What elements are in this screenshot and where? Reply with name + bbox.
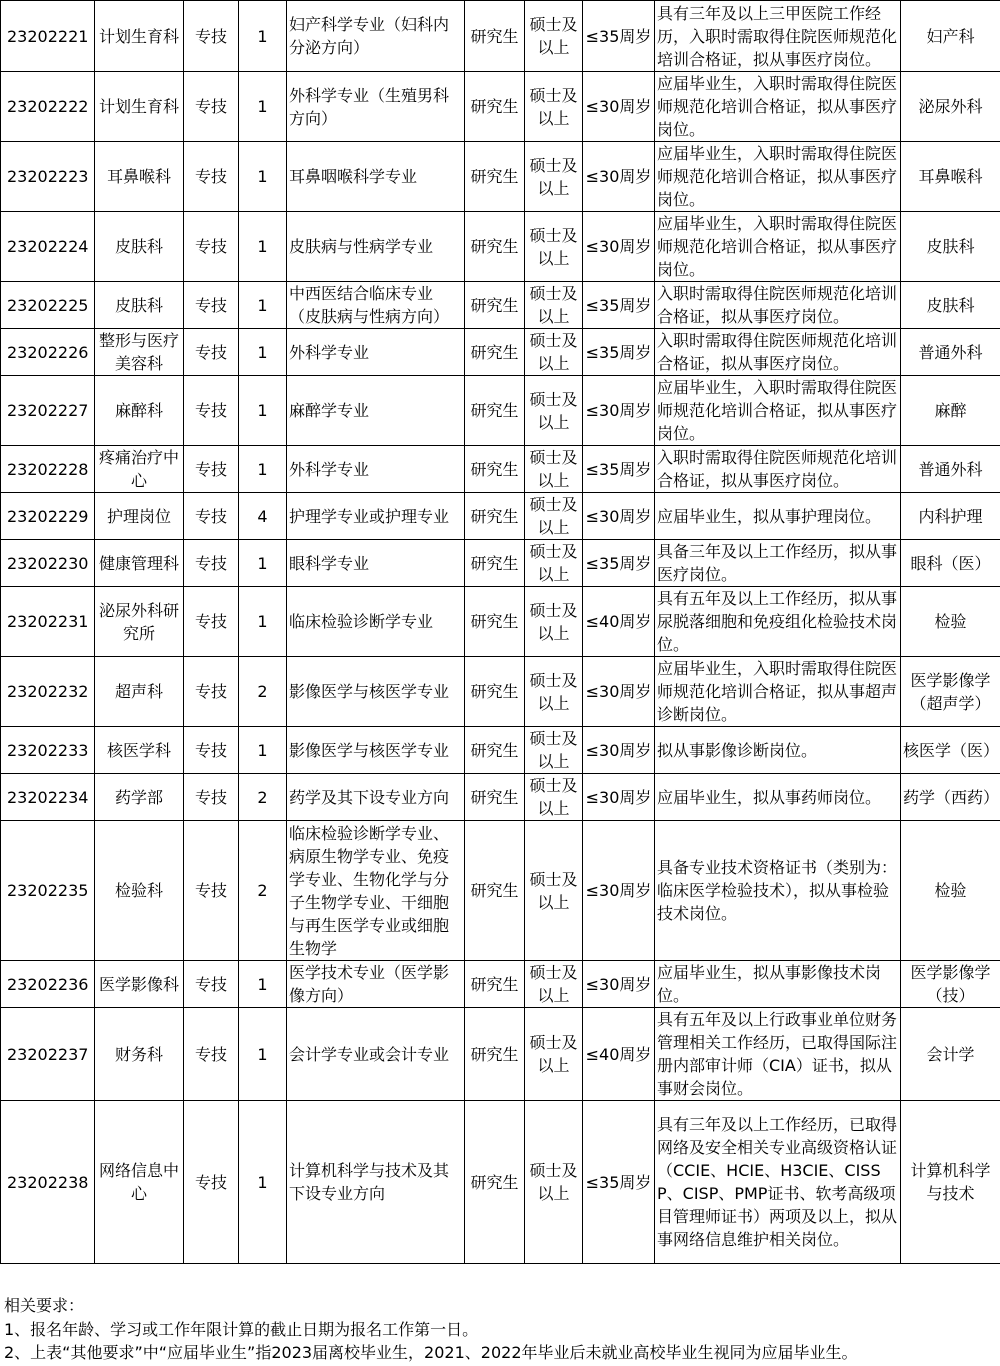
education-cell: 研究生 <box>465 1 525 72</box>
department-cell: 计划生育科 <box>95 1 184 72</box>
age-limit-cell: ≤30周岁 <box>583 657 655 727</box>
position-type-cell: 专技 <box>184 282 239 329</box>
other-requirements-cell: 应届毕业生，拟从事药师岗位。 <box>655 774 901 821</box>
education-cell: 研究生 <box>465 212 525 282</box>
age-limit-cell: ≤30周岁 <box>583 774 655 821</box>
major-requirement-cell: 麻醉学专业 <box>287 376 465 446</box>
other-requirements-cell: 应届毕业生，拟从事护理岗位。 <box>655 493 901 540</box>
other-requirements-cell: 入职时需取得住院医师规范化培训合格证，拟从事医疗岗位。 <box>655 446 901 493</box>
age-limit-cell: ≤35周岁 <box>583 329 655 376</box>
exam-subject-cell: 普通外科 <box>901 329 1000 376</box>
department-cell: 超声科 <box>95 657 184 727</box>
hire-count-cell: 2 <box>239 821 287 961</box>
hire-count-cell: 1 <box>239 1 287 72</box>
position-code-cell: 23202222 <box>1 72 95 142</box>
exam-subject-cell: 计算机科学与技术 <box>901 1101 1000 1264</box>
position-type-cell: 专技 <box>184 821 239 961</box>
other-requirements-cell: 应届毕业生，入职时需取得住院医师规范化培训合格证，拟从事医疗岗位。 <box>655 212 901 282</box>
other-requirements-cell: 具有五年及以上行政事业单位财务管理相关工作经历，已取得国际注册内部审计师（CIA）证书，拟从事财会岗位。 <box>655 1008 901 1101</box>
age-limit-cell: ≤35周岁 <box>583 540 655 587</box>
hire-count-cell: 1 <box>239 72 287 142</box>
other-requirements-cell: 入职时需取得住院医师规范化培训合格证，拟从事医疗岗位。 <box>655 282 901 329</box>
department-cell: 核医学科 <box>95 727 184 774</box>
major-requirement-cell: 中西医结合临床专业（皮肤病与性病方向） <box>287 282 465 329</box>
major-requirement-cell: 外科学专业 <box>287 329 465 376</box>
exam-subject-cell: 检验 <box>901 821 1000 961</box>
position-code-cell: 23202238 <box>1 1101 95 1264</box>
age-limit-cell: ≤30周岁 <box>583 727 655 774</box>
position-code-cell: 23202221 <box>1 1 95 72</box>
exam-subject-cell: 会计学 <box>901 1008 1000 1101</box>
position-type-cell: 专技 <box>184 727 239 774</box>
position-code-cell: 23202233 <box>1 727 95 774</box>
education-cell: 研究生 <box>465 961 525 1008</box>
position-type-cell: 专技 <box>184 212 239 282</box>
table-row <box>1 212 1000 282</box>
other-requirements-cell: 应届毕业生，入职时需取得住院医师规范化培训合格证，拟从事医疗岗位。 <box>655 142 901 212</box>
degree-cell: 硕士及以上 <box>525 657 583 727</box>
other-requirements-cell: 应届毕业生，入职时需取得住院医师规范化培训合格证，拟从事医疗岗位。 <box>655 376 901 446</box>
exam-subject-cell: 核医学（医） <box>901 727 1000 774</box>
degree-cell: 硕士及以上 <box>525 727 583 774</box>
department-cell: 计划生育科 <box>95 72 184 142</box>
age-limit-cell: ≤30周岁 <box>583 72 655 142</box>
position-code-cell: 23202232 <box>1 657 95 727</box>
education-cell: 研究生 <box>465 72 525 142</box>
age-limit-cell: ≤30周岁 <box>583 493 655 540</box>
degree-cell: 硕士及以上 <box>525 774 583 821</box>
other-requirements-cell: 具备专业技术资格证书（类别为：临床医学检验技术），拟从事检验技术岗位。 <box>655 821 901 961</box>
major-requirement-cell: 影像医学与核医学专业 <box>287 657 465 727</box>
degree-cell: 硕士及以上 <box>525 587 583 657</box>
department-cell: 疼痛治疗中心 <box>95 446 184 493</box>
exam-subject-cell: 医学影像学（超声学） <box>901 657 1000 727</box>
position-type-cell: 专技 <box>184 376 239 446</box>
position-type-cell: 专技 <box>184 72 239 142</box>
position-type-cell: 专技 <box>184 587 239 657</box>
age-limit-cell: ≤35周岁 <box>583 446 655 493</box>
education-cell: 研究生 <box>465 493 525 540</box>
education-cell: 研究生 <box>465 1101 525 1264</box>
education-cell: 研究生 <box>465 376 525 446</box>
position-code-cell: 23202230 <box>1 540 95 587</box>
exam-subject-cell: 普通外科 <box>901 446 1000 493</box>
exam-subject-cell: 耳鼻喉科 <box>901 142 1000 212</box>
hire-count-cell: 1 <box>239 587 287 657</box>
department-cell: 耳鼻喉科 <box>95 142 184 212</box>
hire-count-cell: 1 <box>239 961 287 1008</box>
department-cell: 皮肤科 <box>95 212 184 282</box>
degree-cell: 硕士及以上 <box>525 961 583 1008</box>
major-requirement-cell: 计算机科学与技术及其下设专业方向 <box>287 1101 465 1264</box>
table-row <box>1 282 1000 329</box>
age-limit-cell: ≤30周岁 <box>583 821 655 961</box>
table-row <box>1 540 1000 587</box>
hire-count-cell: 1 <box>239 142 287 212</box>
department-cell: 财务科 <box>95 1008 184 1101</box>
other-requirements-cell: 应届毕业生，入职时需取得住院医师规范化培训合格证，拟从事医疗岗位。 <box>655 72 901 142</box>
exam-subject-cell: 药学（西药） <box>901 774 1000 821</box>
major-requirement-cell: 会计学专业或会计专业 <box>287 1008 465 1101</box>
position-code-cell: 23202235 <box>1 821 95 961</box>
department-cell: 医学影像科 <box>95 961 184 1008</box>
position-code-cell: 23202224 <box>1 212 95 282</box>
department-cell: 网络信息中心 <box>95 1101 184 1264</box>
department-cell: 整形与医疗美容科 <box>95 329 184 376</box>
age-limit-cell: ≤35周岁 <box>583 282 655 329</box>
other-requirements-cell: 入职时需取得住院医师规范化培训合格证，拟从事医疗岗位。 <box>655 329 901 376</box>
degree-cell: 硕士及以上 <box>525 72 583 142</box>
degree-cell: 硕士及以上 <box>525 493 583 540</box>
position-code-cell: 23202227 <box>1 376 95 446</box>
table-row <box>1 821 1000 961</box>
requirements-notes <box>4 1294 1000 1365</box>
notes-line-1: 1、报名年龄、学习或工作年限计算的截止日期为报名工作第一日。 <box>4 1319 479 1339</box>
position-type-cell: 专技 <box>184 540 239 587</box>
degree-cell: 硕士及以上 <box>525 1008 583 1101</box>
table-row <box>1 329 1000 376</box>
position-code-cell: 23202229 <box>1 493 95 540</box>
department-cell: 护理岗位 <box>95 493 184 540</box>
hire-count-cell: 1 <box>239 282 287 329</box>
degree-cell: 硕士及以上 <box>525 329 583 376</box>
hire-count-cell: 1 <box>239 1101 287 1264</box>
hire-count-cell: 1 <box>239 376 287 446</box>
education-cell: 研究生 <box>465 1008 525 1101</box>
other-requirements-cell: 具有三年及以上三甲医院工作经历，入职时需取得住院医师规范化培训合格证，拟从事医疗岗位。 <box>655 1 901 72</box>
position-code-cell: 23202225 <box>1 282 95 329</box>
table-row <box>1 587 1000 657</box>
exam-subject-cell: 眼科（医） <box>901 540 1000 587</box>
degree-cell: 硕士及以上 <box>525 212 583 282</box>
exam-subject-cell: 皮肤科 <box>901 282 1000 329</box>
table-row <box>1 446 1000 493</box>
exam-subject-cell: 医学影像学（技） <box>901 961 1000 1008</box>
other-requirements-cell: 应届毕业生，入职时需取得住院医师规范化培训合格证，拟从事超声诊断岗位。 <box>655 657 901 727</box>
education-cell: 研究生 <box>465 282 525 329</box>
major-requirement-cell: 医学技术专业（医学影像方向） <box>287 961 465 1008</box>
degree-cell: 硕士及以上 <box>525 142 583 212</box>
position-type-cell: 专技 <box>184 774 239 821</box>
table-row <box>1 774 1000 821</box>
major-requirement-cell: 影像医学与核医学专业 <box>287 727 465 774</box>
major-requirement-cell: 临床检验诊断学专业 <box>287 587 465 657</box>
position-type-cell: 专技 <box>184 1008 239 1101</box>
department-cell: 泌尿外科研究所 <box>95 587 184 657</box>
education-cell: 研究生 <box>465 329 525 376</box>
table-row <box>1 72 1000 142</box>
major-requirement-cell: 眼科学专业 <box>287 540 465 587</box>
major-requirement-cell: 妇产科学专业（妇科内分泌方向） <box>287 1 465 72</box>
position-type-cell: 专技 <box>184 142 239 212</box>
age-limit-cell: ≤35周岁 <box>583 1101 655 1264</box>
age-limit-cell: ≤40周岁 <box>583 587 655 657</box>
hire-count-cell: 1 <box>239 446 287 493</box>
position-code-cell: 23202234 <box>1 774 95 821</box>
position-type-cell: 专技 <box>184 329 239 376</box>
positions-table-body <box>1 1 1000 1264</box>
age-limit-cell: ≤30周岁 <box>583 961 655 1008</box>
position-type-cell: 专技 <box>184 1101 239 1264</box>
degree-cell: 硕士及以上 <box>525 282 583 329</box>
age-limit-cell: ≤30周岁 <box>583 376 655 446</box>
table-row <box>1 657 1000 727</box>
table-row <box>1 376 1000 446</box>
other-requirements-cell: 具备三年及以上工作经历，拟从事医疗岗位。 <box>655 540 901 587</box>
hire-count-cell: 1 <box>239 727 287 774</box>
other-requirements-cell: 具有三年及以上工作经历，已取得网络及安全相关专业高级资格认证（CCIE、HCIE、H3CIE、CISSP、CISP、PMP证书、软考高级项目管理师证书）两项及以上，拟从事网络信息维护相关岗位。 <box>655 1101 901 1264</box>
department-cell: 麻醉科 <box>95 376 184 446</box>
degree-cell: 硕士及以上 <box>525 446 583 493</box>
degree-cell: 硕士及以上 <box>525 821 583 961</box>
major-requirement-cell: 皮肤病与性病学专业 <box>287 212 465 282</box>
age-limit-cell: ≤35周岁 <box>583 1 655 72</box>
degree-cell: 硕士及以上 <box>525 1101 583 1264</box>
department-cell: 检验科 <box>95 821 184 961</box>
table-row <box>1 1008 1000 1101</box>
position-code-cell: 23202228 <box>1 446 95 493</box>
major-requirement-cell: 耳鼻咽喉科学专业 <box>287 142 465 212</box>
other-requirements-cell: 拟从事影像诊断岗位。 <box>655 727 901 774</box>
notes-heading: 相关要求： <box>4 1296 85 1315</box>
education-cell: 研究生 <box>465 821 525 961</box>
exam-subject-cell: 内科护理 <box>901 493 1000 540</box>
major-requirement-cell: 外科学专业 <box>287 446 465 493</box>
education-cell: 研究生 <box>465 774 525 821</box>
degree-cell: 硕士及以上 <box>525 540 583 587</box>
table-row <box>1 1 1000 72</box>
exam-subject-cell: 检验 <box>901 587 1000 657</box>
major-requirement-cell: 外科学专业（生殖男科方向） <box>287 72 465 142</box>
department-cell: 药学部 <box>95 774 184 821</box>
education-cell: 研究生 <box>465 446 525 493</box>
notes-line-2: 2、上表“其他要求”中“应届毕业生”指2023届离校毕业生，2021、2022年毕业后未就业高校毕业生视同为应届毕业生。 <box>4 1343 858 1362</box>
table-row <box>1 961 1000 1008</box>
other-requirements-cell: 具有五年及以上工作经历，拟从事尿脱落细胞和免疫组化检验技术岗位。 <box>655 587 901 657</box>
position-code-cell: 23202226 <box>1 329 95 376</box>
table-row <box>1 727 1000 774</box>
hire-count-cell: 4 <box>239 493 287 540</box>
hire-count-cell: 1 <box>239 329 287 376</box>
exam-subject-cell: 妇产科 <box>901 1 1000 72</box>
education-cell: 研究生 <box>465 540 525 587</box>
other-requirements-cell: 应届毕业生，拟从事影像技术岗位。 <box>655 961 901 1008</box>
degree-cell: 硕士及以上 <box>525 376 583 446</box>
position-type-cell: 专技 <box>184 961 239 1008</box>
position-type-cell: 专技 <box>184 493 239 540</box>
position-code-cell: 23202223 <box>1 142 95 212</box>
table-row <box>1 493 1000 540</box>
position-code-cell: 23202231 <box>1 587 95 657</box>
table-row <box>1 1101 1000 1264</box>
position-type-cell: 专技 <box>184 1 239 72</box>
exam-subject-cell: 泌尿外科 <box>901 72 1000 142</box>
exam-subject-cell: 皮肤科 <box>901 212 1000 282</box>
hire-count-cell: 2 <box>239 774 287 821</box>
degree-cell: 硕士及以上 <box>525 1 583 72</box>
table-row <box>1 142 1000 212</box>
hire-count-cell: 2 <box>239 657 287 727</box>
department-cell: 健康管理科 <box>95 540 184 587</box>
position-type-cell: 专技 <box>184 446 239 493</box>
major-requirement-cell: 临床检验诊断学专业、病原生物学专业、免疫学专业、生物化学与分子生物学专业、干细胞与再生医学专业或细胞生物学 <box>287 821 465 961</box>
exam-subject-cell: 麻醉 <box>901 376 1000 446</box>
department-cell: 皮肤科 <box>95 282 184 329</box>
hire-count-cell: 1 <box>239 1008 287 1101</box>
major-requirement-cell: 药学及其下设专业方向 <box>287 774 465 821</box>
position-code-cell: 23202236 <box>1 961 95 1008</box>
education-cell: 研究生 <box>465 727 525 774</box>
education-cell: 研究生 <box>465 142 525 212</box>
education-cell: 研究生 <box>465 587 525 657</box>
age-limit-cell: ≤40周岁 <box>583 1008 655 1101</box>
hire-count-cell: 1 <box>239 212 287 282</box>
education-cell: 研究生 <box>465 657 525 727</box>
hire-count-cell: 1 <box>239 540 287 587</box>
age-limit-cell: ≤30周岁 <box>583 212 655 282</box>
age-limit-cell: ≤30周岁 <box>583 142 655 212</box>
position-type-cell: 专技 <box>184 657 239 727</box>
position-code-cell: 23202237 <box>1 1008 95 1101</box>
major-requirement-cell: 护理学专业或护理专业 <box>287 493 465 540</box>
